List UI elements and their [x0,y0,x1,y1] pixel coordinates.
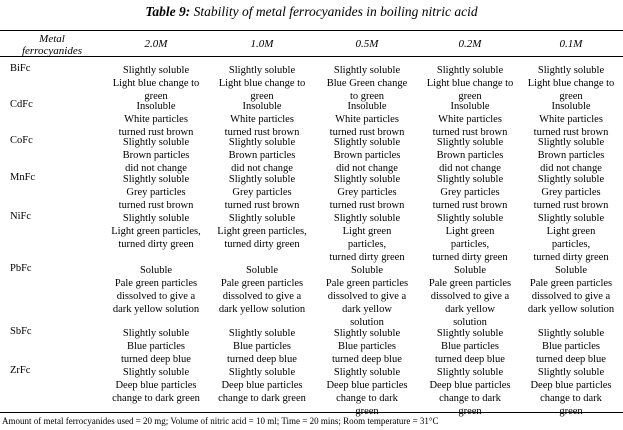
cell-line: Slightly soluble [537,65,605,76]
cell-line: change to dark green [112,393,200,404]
cell-line: Slightly soluble [436,213,504,224]
cell-line: Soluble [554,265,588,276]
cell-line: turned deep blue [435,354,505,365]
cell-line: Slightly soluble [333,65,401,76]
table-cell [208,173,316,212]
table-cell [416,212,524,264]
cell-line: turned rust brown [432,127,508,138]
table-cell [313,264,421,329]
cell-line: Slightly soluble [122,367,190,378]
header-col-0.2m: 0.2M [458,38,482,50]
table-cell [313,212,421,264]
cell-line: Slightly soluble [228,174,296,185]
cell-line: Slightly soluble [228,328,296,339]
cell-line: turned dirty green [432,252,508,263]
cell-line: Blue particles [337,341,397,352]
table-cell [102,100,210,139]
cell-line: green [355,406,379,417]
cell-line: Grey particles [440,187,500,198]
cell-line: Grey particles [337,187,397,198]
cell-line: green [559,406,583,417]
cell-line: Light green [546,226,596,237]
cell-line: Soluble [139,265,173,276]
header-col-1.0m: 1.0M [250,38,274,50]
cell-line: Slightly soluble [537,137,605,148]
cell-line: Slightly soluble [436,137,504,148]
cell-line: Slightly soluble [436,65,504,76]
cell-line: change to dark [540,393,602,404]
cell-line: turned rust brown [329,200,405,211]
cell-line: Deep blue particles [429,380,511,391]
cell-line: turned rust brown [224,127,300,138]
cell-line: Grey particles [541,187,601,198]
cell-line: Pale green particles [114,278,198,289]
cell-line: Brown particles [228,150,296,161]
cell-line: dark yellow [342,304,392,315]
cell-line: Grey particles [232,187,292,198]
cell-line: Slightly soluble [333,137,401,148]
cell-line: Slightly soluble [122,213,190,224]
table-cell [102,136,210,175]
cell-line: particles, [450,239,490,250]
cell-line: turned dirty green [329,252,405,263]
cell-line: White particles [230,114,294,125]
cell-line: Slightly soluble [537,174,605,185]
cell-line: green [144,91,168,102]
cell-line: Brown particles [436,150,504,161]
table-cell [416,173,524,212]
cell-line: Light green [445,226,495,237]
table-cell [517,212,623,264]
cell-line: turned dirty green [118,239,194,250]
table-cell [313,136,421,175]
cell-line: Light green [342,226,392,237]
metal-cdfc: CdFc [10,99,33,110]
cell-line: particles, [347,239,387,250]
cell-line: Slightly soluble [537,367,605,378]
table-cell [102,173,210,212]
cell-line: Insoluble [242,101,282,112]
table-cell [208,366,316,405]
cell-line: dissolved to give a [222,291,302,302]
cell-line: Slightly soluble [122,328,190,339]
cell-line: turned dirty green [224,239,300,250]
table-cell [313,327,421,366]
cell-line: did not change [540,163,602,174]
table-cell [517,64,623,103]
cell-line: turned rust brown [329,127,405,138]
header-metal [12,33,92,57]
cell-line: turned deep blue [227,354,297,365]
table-cell [313,366,421,418]
cell-line: Deep blue particles [326,380,408,391]
cell-line: green [458,406,482,417]
cell-line: Slightly soluble [122,137,190,148]
table-cell [416,100,524,139]
cell-line: Brown particles [333,150,401,161]
cell-line: Blue particles [126,341,186,352]
cell-line: Pale green particles [428,278,512,289]
cell-line: Slightly soluble [436,328,504,339]
cell-line: Light blue change to [426,78,514,89]
table-cell [416,366,524,418]
cell-line: Slightly soluble [228,137,296,148]
table-cell [102,366,210,405]
table-cell [208,136,316,175]
table-cell [102,212,210,251]
cell-line: Slightly soluble [122,174,190,185]
cell-line: change to dark [439,393,501,404]
cell-line: Soluble [453,265,487,276]
cell-line: Slightly soluble [537,328,605,339]
table-cell [208,64,316,103]
table-cell [102,264,210,316]
cell-line: dark yellow [445,304,495,315]
cell-line: Insoluble [551,101,591,112]
cell-line: Slightly soluble [122,65,190,76]
metal-cofc: CoFc [10,135,33,146]
header-col-0.1m: 0.1M [559,38,583,50]
cell-line: Soluble [350,265,384,276]
cell-line: Insoluble [136,101,176,112]
cell-line: Blue particles [232,341,292,352]
cell-line: Light blue change to [527,78,615,89]
cell-line: turned rust brown [533,200,609,211]
cell-line: dark yellow solution [527,304,615,315]
cell-line: did not change [231,163,293,174]
metal-sbfc: SbFc [10,326,32,337]
cell-line: Deep blue particles [221,380,303,391]
cell-line: turned deep blue [121,354,191,365]
table-cell [313,173,421,212]
cell-line: Deep blue particles [115,380,197,391]
footnote: Amount of metal ferrocyanides used = 20 mg; Volume of nitric acid = 10 ml; Time = 20 mins; Room temperature = 31°C [2,416,439,426]
table-cell [208,100,316,139]
cell-line: did not change [336,163,398,174]
cell-line: Insoluble [450,101,490,112]
cell-line: Blue particles [541,341,601,352]
cell-line: dissolved to give a [430,291,510,302]
table-cell [313,100,421,139]
cell-line: White particles [335,114,399,125]
table-cell [102,64,210,103]
header-metal-line1: Metal [39,33,65,45]
cell-line: Pale green particles [325,278,409,289]
table-cell [517,366,623,418]
cell-line: Slightly soluble [228,367,296,378]
cell-line: Slightly soluble [333,367,401,378]
table-cell [208,212,316,251]
cell-line: turned deep blue [332,354,402,365]
cell-line: Slightly soluble [537,213,605,224]
metal-nifc: NiFc [10,211,31,222]
metal-bifc: BiFc [10,63,31,74]
cell-line: turned deep blue [536,354,606,365]
cell-line: dark yellow solution [218,304,306,315]
table-cell [208,327,316,366]
table-cell [517,173,623,212]
cell-line: change to dark green [218,393,306,404]
table-label: Table 9: [145,4,191,19]
cell-line: green [250,91,274,102]
cell-line: turned dirty green [533,252,609,263]
cell-line: Blue particles [440,341,500,352]
cell-line: dissolved to give a [531,291,611,302]
cell-line: Light green particles, [111,226,201,237]
cell-line: Grey particles [126,187,186,198]
metal-mnfc: MnFc [10,172,36,183]
cell-line: Blue Green change [326,78,408,89]
metal-zrfc: ZrFc [10,365,31,376]
header-rule [0,56,623,57]
cell-line: dissolved to give a [116,291,196,302]
table-cell [416,327,524,366]
cell-line: White particles [124,114,188,125]
cell-line: turned rust brown [432,200,508,211]
cell-line: Deep blue particles [530,380,612,391]
cell-line: Slightly soluble [333,328,401,339]
cell-line: Slightly soluble [228,213,296,224]
cell-line: Slightly soluble [228,65,296,76]
cell-line: solution [350,317,384,328]
cell-line: turned rust brown [224,200,300,211]
cell-line: turned rust brown [533,127,609,138]
cell-line: Slightly soluble [436,174,504,185]
cell-line: turned rust brown [118,127,194,138]
table-title [0,4,623,20]
cell-line: particles, [551,239,591,250]
cell-line: did not change [125,163,187,174]
cell-line: to green [349,91,385,102]
table-cell [416,64,524,103]
cell-line: dissolved to give a [327,291,407,302]
cell-line: Light blue change to [218,78,306,89]
cell-line: White particles [539,114,603,125]
cell-line: White particles [438,114,502,125]
table-cell [416,136,524,175]
cell-line: Pale green particles [220,278,304,289]
cell-line: change to dark [336,393,398,404]
cell-line: Soluble [245,265,279,276]
cell-line: did not change [439,163,501,174]
header-col-0.5m: 0.5M [355,38,379,50]
cell-line: green [559,91,583,102]
cell-line: Light green particles, [217,226,307,237]
table-cell [517,264,623,316]
cell-line: Brown particles [122,150,190,161]
table-cell [313,64,421,103]
cell-line: Slightly soluble [333,213,401,224]
table-title-text: Stability of metal ferrocyanides in boiling nitric acid [190,4,478,19]
cell-line: Brown particles [537,150,605,161]
header-metal-line2: ferrocyanides [21,45,83,57]
table-cell [517,327,623,366]
cell-line: Light blue change to [112,78,200,89]
table-cell [416,264,524,329]
cell-line: Slightly soluble [333,174,401,185]
cell-line: Pale green particles [529,278,613,289]
header-col-2.0m: 2.0M [144,38,168,50]
table-cell [102,327,210,366]
cell-line: Insoluble [347,101,387,112]
cell-line: green [458,91,482,102]
cell-line: dark yellow solution [112,304,200,315]
table-cell [517,100,623,139]
table-cell [517,136,623,175]
top-rule [0,30,623,31]
metal-pbfc: PbFc [10,263,32,274]
table-cell [208,264,316,316]
cell-line: turned rust brown [118,200,194,211]
cell-line: Slightly soluble [436,367,504,378]
cell-line: solution [453,317,487,328]
